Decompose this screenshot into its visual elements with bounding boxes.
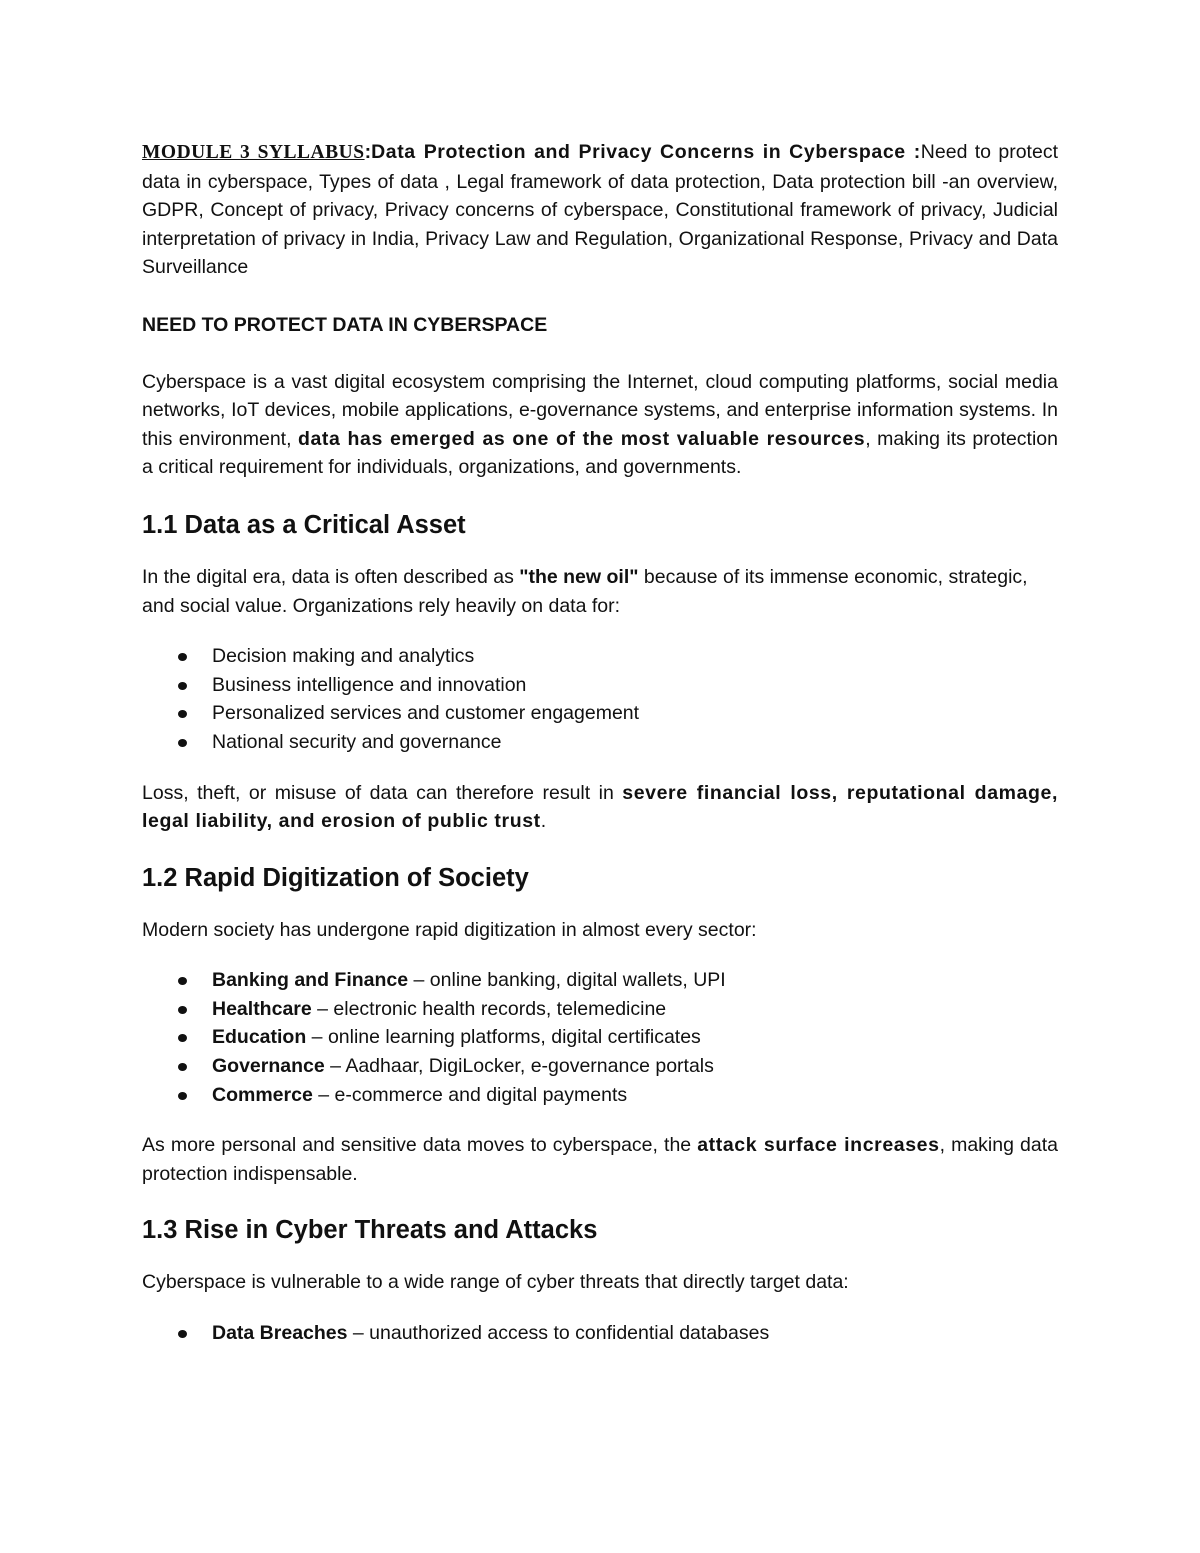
list-item-text: Personalized services and customer engagement: [212, 702, 640, 725]
bullet-icon: [178, 1330, 187, 1338]
heading-1-3: 1.3 Rise in Cyber Threats and Attacks: [142, 1216, 598, 1245]
s1-paragraph: [142, 563, 1058, 620]
list-item-term: Data Breaches: [212, 1322, 348, 1345]
heading-1-2: 1.2 Rapid Digitization of Society: [142, 863, 529, 892]
list-item-text: National security and governance: [212, 730, 502, 753]
s3-paragraph: Cyberspace is vulnerable to a wide range of cyber threats that directly target data:: [142, 1271, 849, 1294]
s1-closing-text-1: Loss, theft, or misuse of data can therefore result in: [142, 781, 623, 804]
s2-closing-paragraph: [142, 1131, 1058, 1188]
intro-paragraph: [142, 368, 1058, 482]
list-item: [142, 966, 1058, 995]
list-item-term: Commerce: [212, 1083, 313, 1106]
s2-closing-text-2: , making data protection indispensable.: [142, 1134, 1058, 1185]
list-item-desc: – electronic health records, telemedicine: [311, 997, 667, 1020]
bullet-icon: [178, 1034, 187, 1042]
s1-bullet-list: [142, 642, 1058, 756]
bullet-icon: [178, 653, 187, 661]
list-item-desc: – online banking, digital wallets, UPI: [408, 969, 726, 992]
heading-1-1: 1.1 Data as a Critical Asset: [142, 510, 466, 539]
s3-bullet-list: [142, 1319, 1058, 1348]
list-item-term: Governance: [212, 1055, 325, 1078]
bullet-icon: [178, 710, 187, 718]
list-item: [142, 642, 1058, 671]
bullet-icon: [178, 1063, 187, 1071]
list-item-desc: – Aadhaar, DigiLocker, e-governance portals: [324, 1055, 714, 1078]
s1-text-2: because of its immense economic, strategic, and social value. Organizations rely heavily on data for:: [142, 565, 1028, 617]
s2-bullet-list: [142, 966, 1058, 1109]
intro-text-1: Cyberspace is a vast digital ecosystem comprising the Internet, cloud computing platforms, social media networks, IoT devices, mobile applications, e-governance systems, and enterprise information systems. In this environment,: [142, 370, 1058, 450]
list-item: [142, 1081, 1058, 1110]
list-item-term: Healthcare: [212, 997, 312, 1020]
syllabus-text: Need to protect data in cyberspace, Types of data , Legal framework of data protection, Data protection bill -an overview, GDPR, Concept of privacy, Privacy concerns of cyberspace, Constitutional framework of privacy, Judicial interpretation of privacy in India, Privacy Law and Regulation, Organizational Response, Privacy and Data Surveillance: [142, 141, 1058, 279]
s2-closing-text-1: As more personal and sensitive data moves to cyberspace, the: [142, 1134, 698, 1157]
list-item: [142, 671, 1058, 700]
list-item: [142, 1319, 1058, 1348]
list-item: [142, 728, 1058, 757]
s2-closing-bold: attack surface increases: [697, 1134, 940, 1157]
bullet-icon: [178, 1006, 187, 1014]
list-item-desc: – unauthorized access to confidential databases: [347, 1322, 770, 1345]
bullet-icon: [178, 682, 187, 690]
s1-text-1: In the digital era, data is often described as: [142, 565, 520, 588]
intro-bold: data has emerged as one of the most valuable resources: [297, 427, 866, 450]
bullet-icon: [178, 977, 187, 985]
bullet-icon: [178, 739, 187, 747]
list-item-term: Banking and Finance: [212, 969, 409, 992]
s2-paragraph: Modern society has undergone rapid digitization in almost every sector:: [142, 918, 757, 941]
intro-text-2: , making its protection a critical requirement for individuals, organizations, and governments.: [142, 427, 1058, 479]
list-item-term: Education: [212, 1026, 307, 1049]
document-body: [142, 138, 1058, 1348]
syllabus-paragraph: [142, 138, 1058, 282]
list-item-text: Decision making and analytics: [212, 645, 475, 668]
s1-bold: "the new oil": [519, 565, 639, 588]
section-heading: NEED TO PROTECT DATA IN CYBERSPACE: [142, 313, 548, 336]
list-item: [142, 1023, 1058, 1052]
module-label: MODULE 3 SYLLABUS: [142, 142, 365, 163]
module-colon: :: [364, 141, 372, 163]
list-item: [142, 1052, 1058, 1081]
bullet-icon: [178, 1092, 187, 1100]
list-item-desc: – e-commerce and digital payments: [312, 1083, 628, 1106]
list-item-desc: – online learning platforms, digital certificates: [306, 1026, 701, 1049]
list-item: [142, 699, 1058, 728]
list-item: [142, 995, 1058, 1024]
syllabus-topic: Data Protection and Privacy Concerns in Cyberspace :: [371, 141, 921, 163]
list-item-text: Business intelligence and innovation: [212, 673, 527, 696]
s1-closing-text-2: .: [540, 810, 547, 833]
s1-closing-bold: severe financial loss, reputational damage, legal liability, and erosion of public trust: [142, 781, 1058, 833]
s1-closing-paragraph: [142, 779, 1058, 836]
